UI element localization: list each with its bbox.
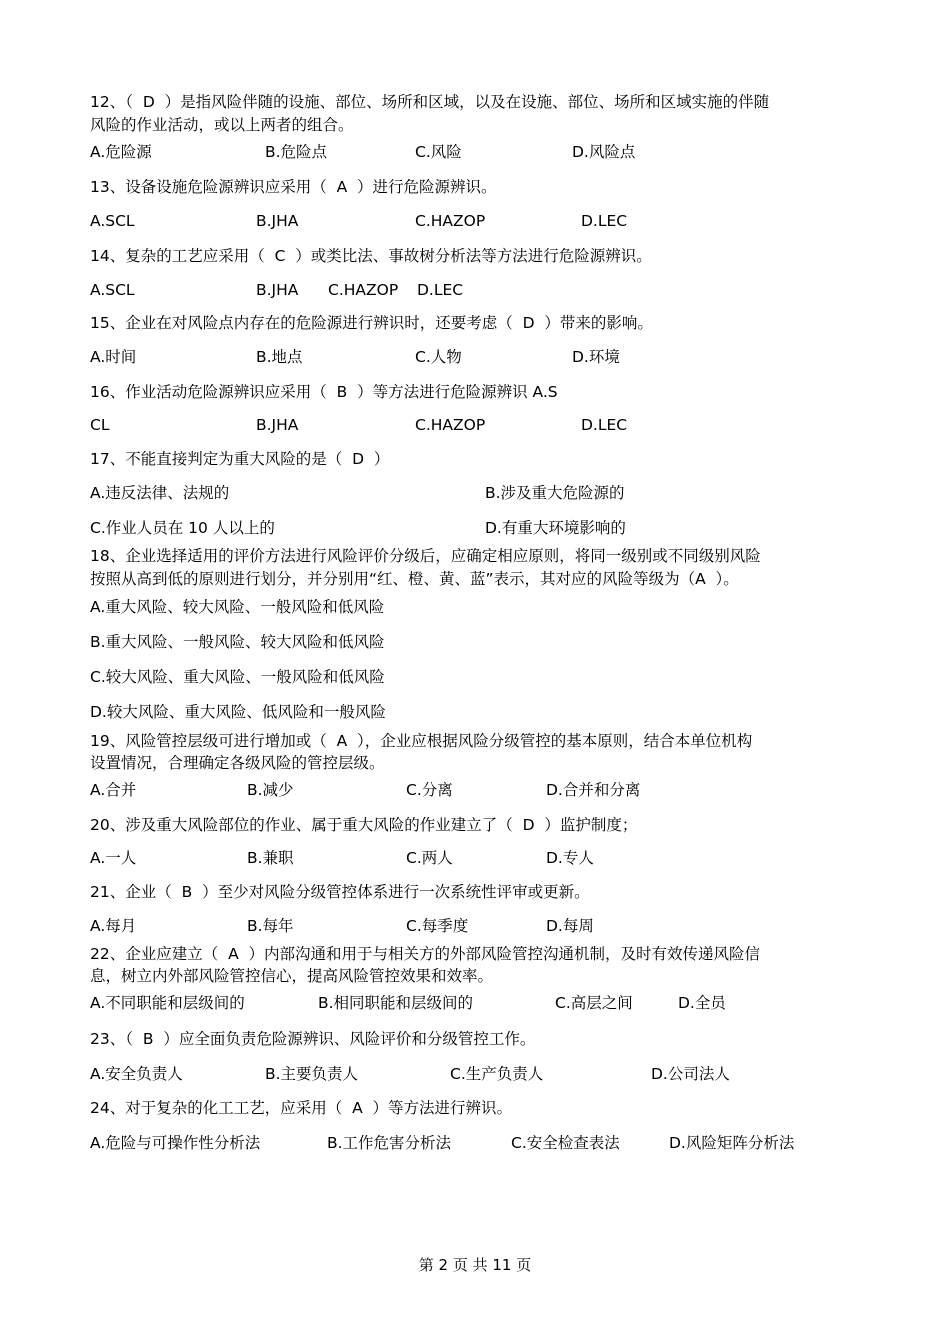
q15-option-a: A.时间 — [90, 348, 137, 366]
question-18-line-2: 按照从高到低的原则进行划分，并分别用“红、橙、黄、蓝”表示，其对应的风险等级为（A ）。 — [90, 570, 739, 588]
q21-option-a: A.每月 — [90, 917, 137, 935]
q14-option-a: A.SCL — [90, 281, 135, 299]
q18-option-b: B.重大风险、一般风险、较大风险和低风险 — [90, 633, 385, 651]
q17-option-c: C.作业人员在 10 人以上的 — [90, 519, 275, 537]
q23-option-c: C.生产负责人 — [450, 1065, 544, 1083]
q15-option-d: D.环境 — [572, 348, 620, 366]
q16-option-b: B.JHA — [256, 416, 299, 434]
q12-option-b: B.危险点 — [265, 143, 328, 161]
q20-option-c: C.两人 — [406, 849, 453, 867]
q19-option-d: D.合并和分离 — [546, 781, 641, 799]
question-12-line-2: 风险的作业活动，或以上两者的组合。 — [90, 116, 354, 134]
question-16-line-1: 16、作业活动危险源辨识应采用（ B ）等方法进行危险源辨识 A.S — [90, 383, 558, 401]
q17-option-a: A.违反法律、法规的 — [90, 484, 230, 502]
question-17-line-1: 17、不能直接判定为重大风险的是（ D ） — [90, 450, 390, 468]
question-22-line-1: 22、企业应建立（ A ）内部沟通和用于与相关方的外部风险管控沟通机制，及时有效传递风险信 — [90, 945, 761, 963]
q24-option-d: D.风险矩阵分析法 — [669, 1134, 795, 1152]
q17-option-b: B.涉及重大危险源的 — [485, 484, 625, 502]
q16-option-d: D.LEC — [581, 416, 628, 434]
q22-option-c: C.高层之间 — [555, 994, 633, 1012]
q16-option-a-tail: CL — [90, 416, 110, 434]
q14-option-b: B.JHA — [256, 281, 299, 299]
q13-option-d: D.LEC — [581, 212, 628, 230]
q23-option-b: B.主要负责人 — [265, 1065, 359, 1083]
q13-option-c: C.HAZOP — [415, 212, 486, 230]
q21-option-b: B.每年 — [247, 917, 294, 935]
question-18-line-1: 18、企业选择适用的评价方法进行风险评价分级后，应确定相应原则，将同一级别或不同级别风险 — [90, 547, 761, 565]
q23-option-a: A.安全负责人 — [90, 1065, 183, 1083]
question-12-line-1: 12、（ D ）是指风险伴随的设施、部位、场所和区域，以及在设施、部位、场所和区域实施的伴随 — [90, 93, 770, 111]
q14-option-c: C.HAZOP — [328, 281, 399, 299]
question-15-line-1: 15、企业在对风险点内存在的危险源进行辨识时，还要考虑（ D ）带来的影响。 — [90, 314, 653, 332]
q19-option-a: A.合并 — [90, 781, 137, 799]
q18-option-a: A.重大风险、较大风险、一般风险和低风险 — [90, 598, 385, 616]
q21-option-c: C.每季度 — [406, 917, 469, 935]
q18-option-c: C.较大风险、重大风险、一般风险和低风险 — [90, 668, 385, 686]
q12-option-c: C.风险 — [415, 143, 462, 161]
question-24-line-1: 24、对于复杂的化工工艺，应采用（ A ）等方法进行辨识。 — [90, 1099, 513, 1117]
q15-option-b: B.地点 — [256, 348, 303, 366]
q15-option-c: C.人物 — [415, 348, 462, 366]
q12-option-a: A.危险源 — [90, 143, 152, 161]
q17-option-d: D.有重大环境影响的 — [485, 519, 626, 537]
q13-option-b: B.JHA — [256, 212, 299, 230]
q22-option-b: B.相同职能和层级间的 — [318, 994, 474, 1012]
q18-option-d: D.较大风险、重大风险、低风险和一般风险 — [90, 703, 386, 721]
question-13-line-1: 13、设备设施危险源辨识应采用（ A ）进行危险源辨识。 — [90, 178, 497, 196]
q24-option-b: B.工作危害分析法 — [327, 1134, 452, 1152]
q21-option-d: D.每周 — [546, 917, 594, 935]
q19-option-b: B.减少 — [247, 781, 294, 799]
q22-option-d: D.全员 — [678, 994, 726, 1012]
page-number-footer: 第 2 页 共 11 页 — [418, 1256, 532, 1274]
q20-option-b: B.兼职 — [247, 849, 294, 867]
q23-option-d: D.公司法人 — [651, 1065, 730, 1083]
q16-option-c: C.HAZOP — [415, 416, 486, 434]
q13-option-a: A.SCL — [90, 212, 135, 230]
q20-option-d: D.专人 — [546, 849, 594, 867]
q14-option-d: D.LEC — [417, 281, 464, 299]
question-20-line-1: 20、涉及重大风险部位的作业、属于重大风险的作业建立了（ D ）监护制度； — [90, 816, 638, 834]
q24-option-a: A.危险与可操作性分析法 — [90, 1134, 261, 1152]
q22-option-a: A.不同职能和层级间的 — [90, 994, 245, 1012]
question-19-line-1: 19、风险管控层级可进行增加或（ A ），企业应根据风险分级管控的基本原则，结合本单位机构 — [90, 732, 753, 750]
q19-option-c: C.分离 — [406, 781, 453, 799]
question-21-line-1: 21、企业（ B ）至少对风险分级管控体系进行一次系统性评审或更新。 — [90, 883, 590, 901]
question-23-line-1: 23、（ B ）应全面负责危险源辨识、风险评价和分级管控工作。 — [90, 1030, 536, 1048]
q24-option-c: C.安全检查表法 — [511, 1134, 620, 1152]
q12-option-d: D.风险点 — [572, 143, 636, 161]
question-22-line-2: 息，树立内外部风险管控信心，提高风险管控效果和效率。 — [90, 967, 494, 985]
q20-option-a: A.一人 — [90, 849, 137, 867]
question-19-line-2: 设置情况，合理确定各级风险的管控层级。 — [90, 754, 385, 772]
question-14-line-1: 14、复杂的工艺应采用（ C ）或类比法、事故树分析法等方法进行危险源辨识。 — [90, 247, 652, 265]
